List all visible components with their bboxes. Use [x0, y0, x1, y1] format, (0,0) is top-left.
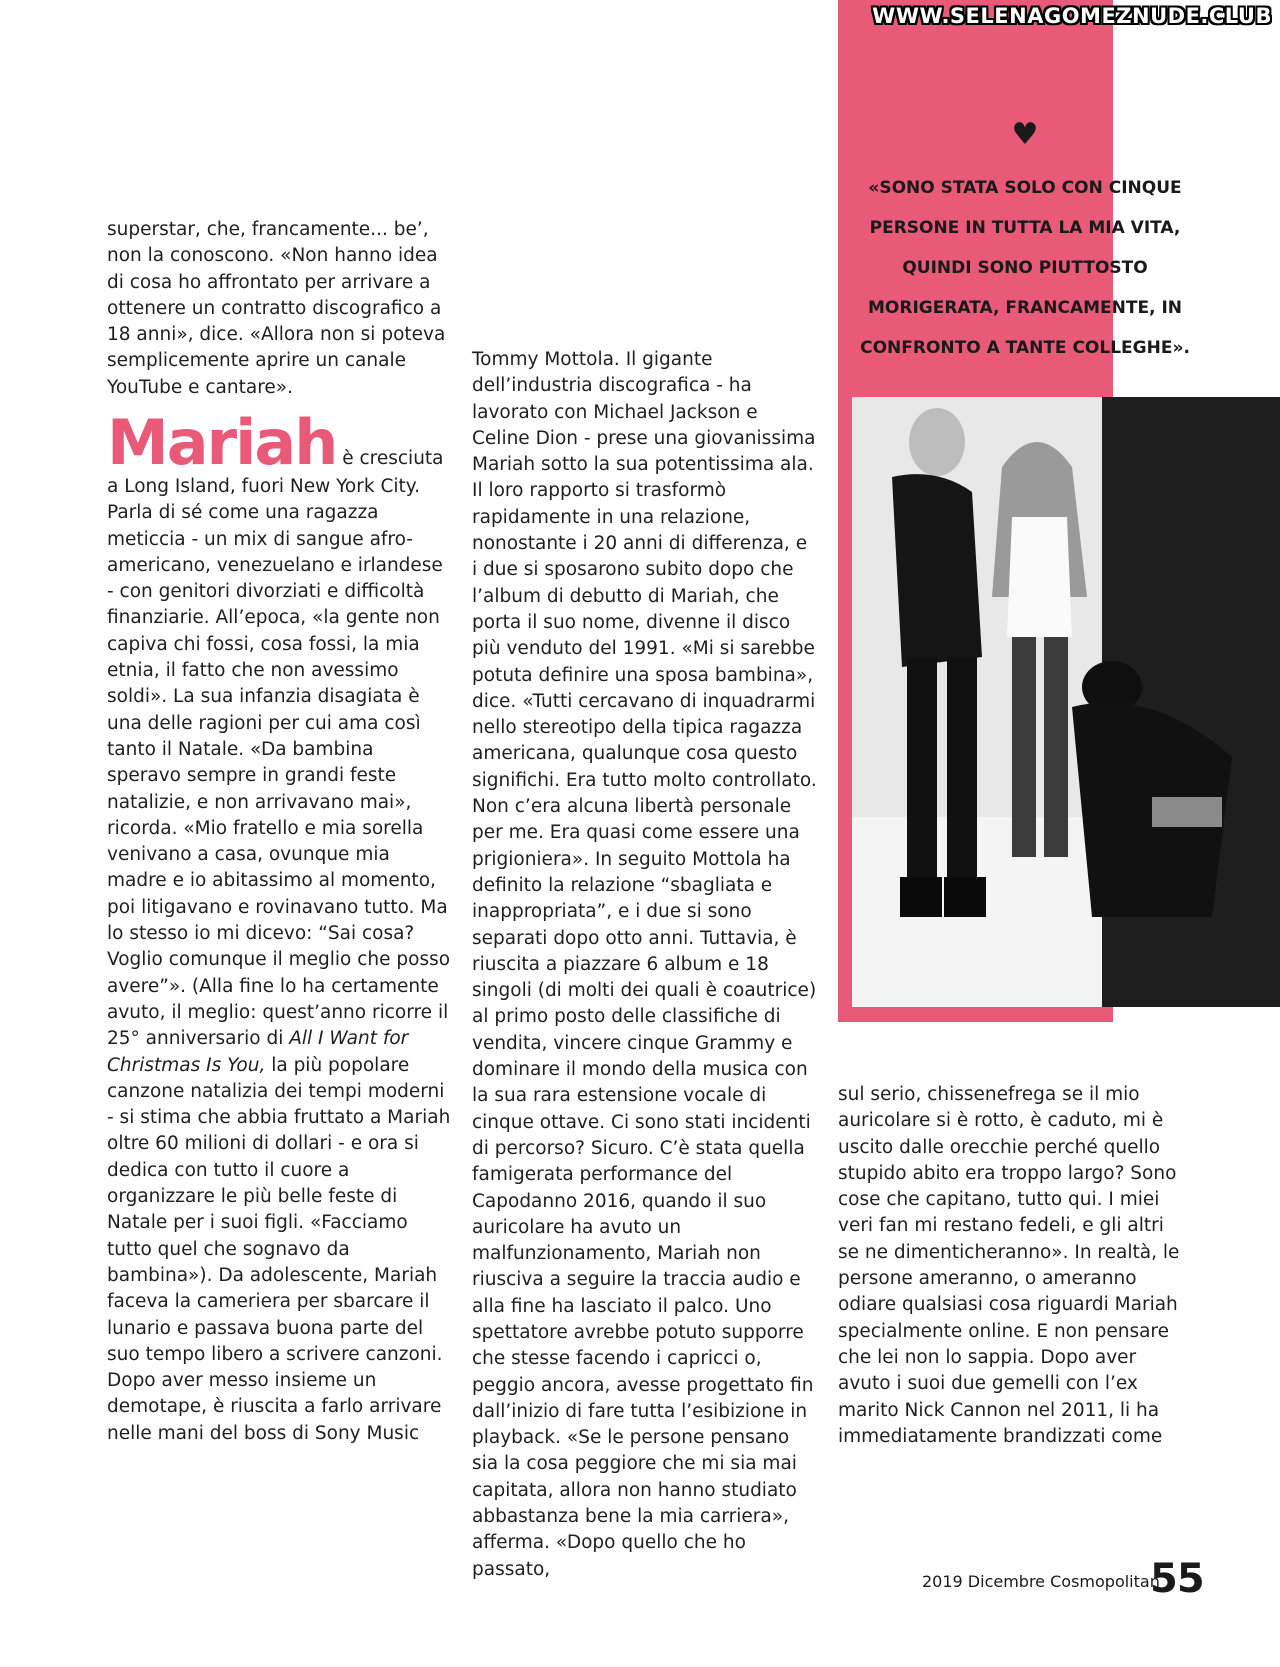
pull-quote: «SONO STATA SOLO CON CINQUE PERSONE IN TUTTA LA MIA VITA, QUINDI SONO PIUTTOSTO MORIGERATA, FRANCAMENTE, IN CONFRONTO A TANTE COLLEGHE». [860, 178, 1190, 358]
body-text-part-2: la più popolare canzone natalizia dei tempi moderni - si stima che abbia fruttato a Mariah oltre 60 milioni di dollari - e ora si dedica con tutto il cuore a organizzare le più belle feste di Natale per i suoi figli. «Facciamo tutto quel che sognavo da bambina»). Da adolescente, Mariah faceva la cameriera per sbarcare il lunario e passava buona parte del suo tempo libero a scrivere canzoni. Dopo aver messo insieme un demotape, è riuscita a farlo arrivare nelle mani del boss di Sony Music [107, 1054, 451, 1444]
article-column-1-intro [107, 217, 452, 401]
photo-image [852, 397, 1280, 1007]
watermark: WWW.SELENAGOMEZNUDE.CLUB [872, 4, 1272, 28]
column-2-text: Tommy Mottola. Il gigante dell’industria discografica - ha lavorato con Michael Jackson e Celine Dion - prese una giovanissima Mariah sotto la sua potentissima ala. Il loro rapporto si trasformò rapidamente in una relazione, nonostante i 20 anni di differenza, e i due si sposarono subito dopo che l’album di debutto di Mariah, che porta il suo nome, divenne il disco più venduto del 1991. «Mi si sarebbe potuta definire una sposa bambina», dice. «Tutti cercavano di inquadrarmi nello stereotipo della tipica ragazza americana, qualunque cosa questo significhi. Era tutto molto controllato. Non c’era alcuna libertà personale per me. Era quasi come essere una prigioniera». In seguito Mottola ha definito la relazione “sbagliata e inappropriata”, e i due si sono separati dopo otto anni. Tuttavia, è riuscita a piazzare 6 album e 18 singoli (di molti dei quali è coautrice) al primo posto delle classifiche di vendita, vincere cinque Grammy e dominare il mondo della musica con la sua rara estensione vocale di cinque ottave. Ci sono stati incidenti di percorso? Sicuro. C’è stata quella famigerata performance del Capodanno 2016, quando il suo auricolare ha avuto un malfunzionamento, Mariah non riusciva a seguire la traccia audio e alla fine ha lasciato il palco. Uno spettatore avrebbe potuto supporre che stesse facendo i capricci o, peggio ancora, avesse progettato fin dall’inizio di fare tutta l’esibizione in playback. «Se le persone pensano sia la cosa peggiore che mi sia mai capitata, allora non hanno studiato abbastanza bene la mia carriera», afferma. «Dopo quello che ho passato, [472, 349, 817, 1580]
page-number: 55 [1150, 1556, 1204, 1602]
footer-issue: 2019 Dicembre Cosmopolitan [922, 1572, 1160, 1591]
body-paragraph [107, 406, 452, 1447]
article-column-2 [472, 347, 817, 1583]
drop-word-mariah: Mariah [107, 406, 337, 479]
article-column-3 [838, 1082, 1183, 1450]
heart-icon: ♥ [1011, 117, 1039, 152]
intro-paragraph: superstar, che, francamente... be’, non la conoscono. «Non hanno idea di cosa ho affrontato per arrivare a ottenere un contratto discografico a 18 anni», dice. «Allora non si poteva semplicemente aprire un canale YouTube e cantare». [107, 219, 446, 398]
article-column-1-body [107, 406, 452, 1447]
body-text-part-1: è cresciuta a Long Island, fuori New York City. Parla di sé come una ragazza meticcia - un mix di sangue afro-americano, venezuelano e irlandese - con genitori divorziati e difficoltà finanziarie. All’epoca, «la gente non capiva chi fossi, cosa fossi, la mia etnia, il fatto che non avessimo soldi». La sua infanzia disagiata è una delle ragioni per cui ama così tanto il Natale. «Da bambina speravo sempre in grandi feste natalizie, e non arrivavano mai», ricorda. «Mio fratello e mia sorella venivano a casa, ovunque mia madre e io abitassimo al momento, poi litigavano e rovinavano tutto. Ma lo stesso io mi dicevo: “Sai cosa? Voglio comunque il meglio che posso avere”». (Alla fine lo ha certamente avuto, il meglio: quest’anno ricorre il 25° anniversario di [107, 448, 451, 1050]
column-3-text: sul serio, chissenefrega se il mio auricolare si è rotto, è caduto, mi è uscito dalle orecchie perché quello stupido abito era troppo largo? Sono cose che capitano, tutto qui. I miei veri fan mi restano fedeli, e gli altri se ne dimenticheranno». In realtà, le persone ameranno, o ameranno odiare qualsiasi cosa riguardi Mariah specialmente online. E non pensare che lei non lo sappia. Dopo aver avuto i suoi due gemelli con l’ex marito Nick Cannon nel 2011, li ha immediatamente brandizzati come [838, 1084, 1180, 1447]
song-title: All I Want for Christmas Is You, [107, 1028, 409, 1076]
